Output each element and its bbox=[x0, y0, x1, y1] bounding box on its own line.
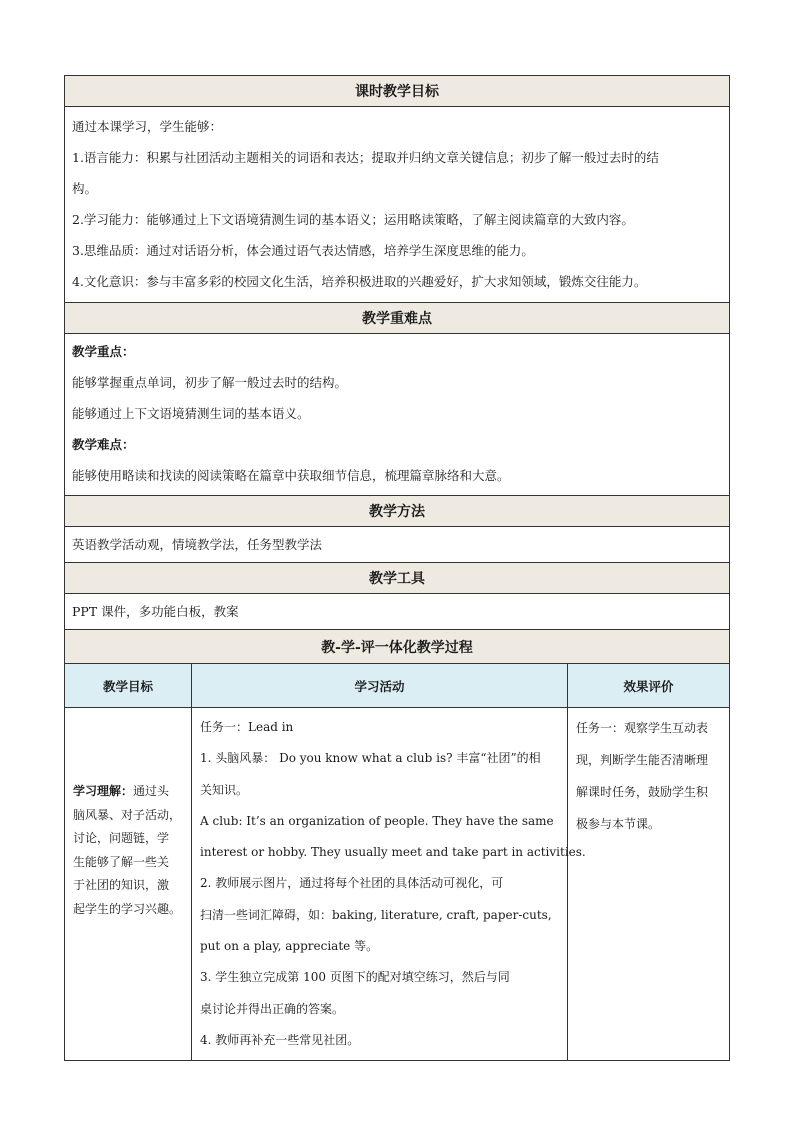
key-points-body bbox=[65, 334, 730, 496]
key-points-header-row bbox=[65, 303, 730, 334]
goal-line-6: 起学生的学习兴趣。 bbox=[73, 901, 182, 916]
tools-header-row bbox=[65, 563, 730, 594]
activity-line-6: 2. 教师展示图片，通过将每个社团的具体活动可视化，可 bbox=[200, 876, 504, 891]
objectives-header-row bbox=[65, 76, 730, 107]
activity-line-3: 关知识。 bbox=[200, 782, 249, 797]
methods-title: 教学方法 bbox=[65, 496, 730, 527]
methods-body bbox=[65, 527, 730, 563]
objectives-body-row bbox=[65, 107, 730, 303]
objective-item-4: 4.文化意识：参与丰富多彩的校园文化生活，培养积极进取的兴趣爱好，扩大求知领域，锻炼交往能力。 bbox=[72, 274, 647, 289]
evaluation-line-4: 极参与本节课。 bbox=[576, 817, 661, 831]
objective-item-2: 2.学习能力：能够通过上下文语境猜测生词的基本语义；运用略读策略，了解主阅读篇章的大致内容。 bbox=[72, 212, 634, 227]
focus-label: 教学重点： bbox=[72, 344, 135, 359]
evaluation-line-2: 现，判断学生能否清晰理 bbox=[576, 753, 709, 767]
key-points-body-row bbox=[65, 334, 730, 496]
goal-line-4: 生能够了解一些关 bbox=[73, 854, 170, 869]
activity-line-11: 4. 教师再补充一些常见社团。 bbox=[200, 1032, 360, 1047]
evaluation-line-3: 解课时任务，鼓励学生积 bbox=[576, 785, 709, 799]
methods-text: 英语教学活动观，情境教学法，任务型教学法 bbox=[72, 537, 323, 552]
activity-line-9: 3. 学生独立完成第 100 页图下的配对填空练习，然后与同 bbox=[200, 970, 510, 985]
activity-line-4: A club: It’s an organization of people. They have the same bbox=[200, 813, 554, 828]
activity-cell bbox=[192, 708, 586, 1061]
process-row-1 bbox=[65, 708, 730, 1061]
difficulty-label: 教学难点： bbox=[72, 437, 135, 452]
activity-line-2: 1. 头脑风暴： Do you know what a club is? 丰富“社团”的相 bbox=[200, 751, 541, 766]
objectives-body bbox=[65, 107, 730, 303]
objective-item-1a: 1.语言能力：积累与社团活动主题相关的词语和表达；提取并归纳文章关键信息；初步了解一般过去时的结 bbox=[72, 150, 659, 165]
objective-item-1b: 构。 bbox=[72, 181, 98, 196]
process-title: 教-学-评一体化教学过程 bbox=[65, 630, 730, 664]
key-points-title: 教学重难点 bbox=[65, 303, 730, 334]
activity-line-7: 扫清一些词汇障碍，如：baking, literature, craft, paper-cuts, bbox=[200, 907, 552, 922]
objectives-intro: 通过本课学习，学生能够： bbox=[72, 119, 223, 134]
column-header-activity: 学习活动 bbox=[192, 664, 568, 708]
methods-body-row bbox=[65, 527, 730, 563]
tools-title: 教学工具 bbox=[65, 563, 730, 594]
difficulty-item-1: 能够使用略读和找读的阅读策略在篇章中获取细节信息，梳理篇章脉络和大意。 bbox=[72, 468, 510, 483]
lesson-plan bbox=[64, 75, 729, 1061]
focus-item-1: 能够掌握重点单词，初步了解一般过去时的结构。 bbox=[72, 375, 348, 390]
focus-item-2: 能够通过上下文语境猜测生词的基本语义。 bbox=[72, 406, 310, 421]
goal-cell bbox=[65, 708, 192, 1061]
tools-body-row bbox=[65, 594, 730, 630]
column-header-evaluation: 效果评价 bbox=[568, 664, 730, 708]
activity-line-5: interest or hobby. They usually meet and take part in activities. bbox=[200, 845, 586, 860]
goal-label: 学习理解： bbox=[73, 784, 134, 798]
evaluation-cell bbox=[568, 708, 730, 1061]
methods-header-row bbox=[65, 496, 730, 527]
goal-line-3: 讨论，问题链，学 bbox=[73, 831, 170, 845]
lesson-plan-table bbox=[64, 75, 730, 1061]
activity-line-8: put on a play, appreciate 等。 bbox=[200, 939, 379, 954]
objective-item-3: 3.思维品质：通过对话语分析，体会通过语气表达情感，培养学生深度思维的能力。 bbox=[72, 243, 534, 258]
tools-text: PPT 课件，多功能白板，教案 bbox=[72, 604, 239, 619]
activity-line-10: 桌讨论并得出正确的答案。 bbox=[200, 1001, 345, 1016]
goal-line-1: 学习理解：通过头 bbox=[73, 784, 170, 798]
activity-line-1: 任务一：Lead in bbox=[200, 720, 294, 734]
column-header-goal: 教学目标 bbox=[65, 664, 192, 708]
process-header-row bbox=[65, 630, 730, 664]
goal-line-2: 脑风暴、对子活动， bbox=[73, 807, 182, 822]
process-column-header-row bbox=[65, 664, 730, 708]
tools-body bbox=[65, 594, 730, 630]
goal-line-5: 于社团的知识，激 bbox=[73, 878, 170, 892]
evaluation-line-1: 任务一：观察学生互动表 bbox=[576, 721, 709, 735]
objectives-title: 课时教学目标 bbox=[65, 76, 730, 107]
